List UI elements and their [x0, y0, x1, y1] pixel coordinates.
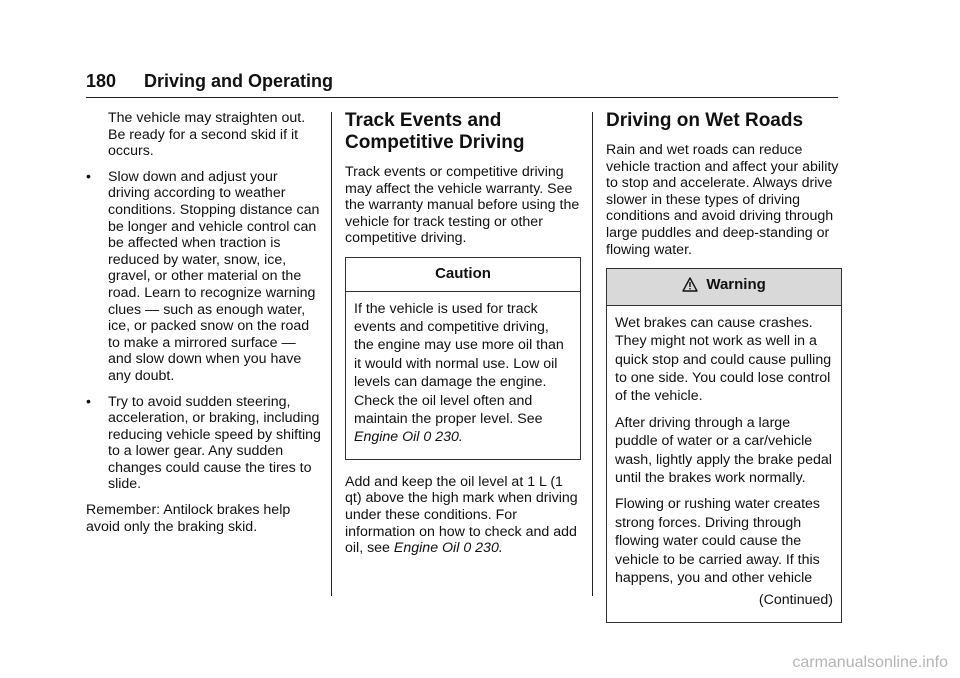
warning-paragraph-2: After driving through a large puddle of water or a car/vehicle wash, lightly apply the brake pedal until the brakes work normally. — [615, 414, 832, 486]
warning-paragraph-1: Wet brakes can cause crashes. They might not work as well in a quick stop and could cause pulling to one side. You could lose control of the vehicle. — [615, 314, 832, 405]
page-reference: 0 230. — [423, 429, 463, 446]
caution-text: If the vehicle is used for track events and competitive driving, the engine may use more oil than it would with normal use. Low oil levels can damage the engine. Check the oil level often and maintain the proper level. See — [354, 300, 564, 427]
caution-box — [345, 257, 581, 460]
page-header — [86, 68, 838, 98]
bullet-dot: • — [86, 168, 91, 185]
add-oil-text: Add and keep the oil level at 1 L (1 qt) above the high mark when driving under these conditions. For information on how to check and add oil, see — [345, 473, 578, 557]
bullet-text: Try to avoid sudden steering, acceleration, or braking, including reducing vehicle speed by shifting to a lower gear. Any sudden changes could cause the tires to slide. — [108, 393, 321, 493]
heading-track-events: Track Events and Competitive Driving — [345, 110, 525, 153]
paragraph-straighten: The vehicle may straighten out. Be ready for a second skid if it occurs. — [108, 110, 306, 160]
warning-box — [606, 268, 842, 623]
warning-triangle-icon — [682, 277, 698, 297]
warning-title: Warning — [706, 276, 766, 294]
column-divider-1 — [331, 112, 332, 596]
column-middle — [345, 110, 581, 566]
column-left — [86, 110, 322, 544]
caution-title: Caution — [346, 258, 580, 292]
paragraph-remember: Remember: Antilock brakes help avoid only the braking skid. — [86, 502, 291, 535]
watermark: carmanualsonline.info — [792, 654, 948, 671]
caution-body — [346, 292, 580, 459]
paragraph-wet-intro: Rain and wet roads can reduce vehicle traction and affect your ability to stop and accelerate. Always drive slower in these types of driving conditions and avoid driving through large puddles and deep-standing or flowing water. — [606, 142, 839, 258]
column-divider-2 — [592, 112, 593, 596]
bullet-avoid-sudden — [86, 394, 322, 494]
column-right — [606, 110, 842, 637]
warning-body — [607, 306, 841, 622]
engine-oil-link[interactable]: Engine Oil — [393, 540, 460, 557]
continued-label: (Continued) — [758, 592, 833, 609]
bullet-slow-down — [86, 169, 322, 385]
paragraph-track-intro: Track events or competitive driving may affect the vehicle warranty. See the warranty manual before using the vehicle for track testing or other competitive driving. — [345, 164, 580, 247]
warning-paragraph-3: Flowing or rushing water creates strong forces. Driving through flowing water could cause the vehicle to be carried away. If this happens, you and other vehicle — [615, 496, 821, 587]
warning-header — [607, 269, 841, 306]
bullet-dot: • — [86, 393, 91, 410]
page-reference: 0 230. — [463, 540, 503, 557]
heading-wet-roads: Driving on Wet Roads — [606, 110, 804, 131]
paragraph-add-oil — [345, 474, 581, 557]
bullet-text: Slow down and adjust your driving according to weather conditions. Stopping distance can be longer and vehicle control can be affected when traction is reduced by water, snow, ice, gravel, or other material on the road. Learn to recognize warning clues — such as enough water, ice, or packed snow on the road to make a mirrored surface — and slow down when you have any doubt. — [108, 168, 320, 384]
caution-paragraph — [354, 300, 572, 447]
engine-oil-link[interactable]: Engine Oil — [354, 429, 420, 446]
page-number: 180 — [86, 71, 117, 91]
section-title: Driving and Operating — [144, 71, 334, 91]
